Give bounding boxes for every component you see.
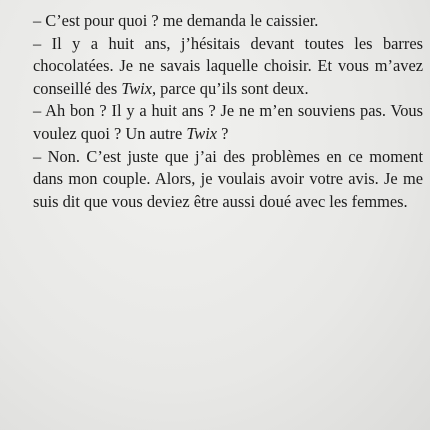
brand-name-twix: Twix [121,78,152,98]
dialogue-text-segment: ? [217,123,229,143]
brand-name-twix: Twix [186,123,218,143]
dialogue-text-segment: , parce qu’ils sont deux. [151,78,309,98]
dialogue-line-customer-twix [33,33,423,101]
dialogue-line-cashier-reply [33,100,423,145]
dialogue-text-segment: – Il y a huit ans, j’hésitais devant toutes les barres chocolatées. Je ne savais laquelle choisir. Et vous m’avez conseillé des [33,33,423,98]
dialogue-line-customer-problem: – Non. C’est juste que j’ai des problèmes en ce moment dans mon couple. Alors, je voulais avoir votre avis. Je me suis dit que vous deviez être aussi doué avec les femmes. [33,146,423,211]
dialogue-text-segment: – Ah bon ? Il y a huit ans ? Je ne m’en souviens pas. Vous voulez quoi ? Un autre [33,101,423,143]
dialogue-text [33,10,423,213]
dialogue-line-cashier-question: – C’est pour quoi ? me demanda le caissier. [33,11,319,30]
